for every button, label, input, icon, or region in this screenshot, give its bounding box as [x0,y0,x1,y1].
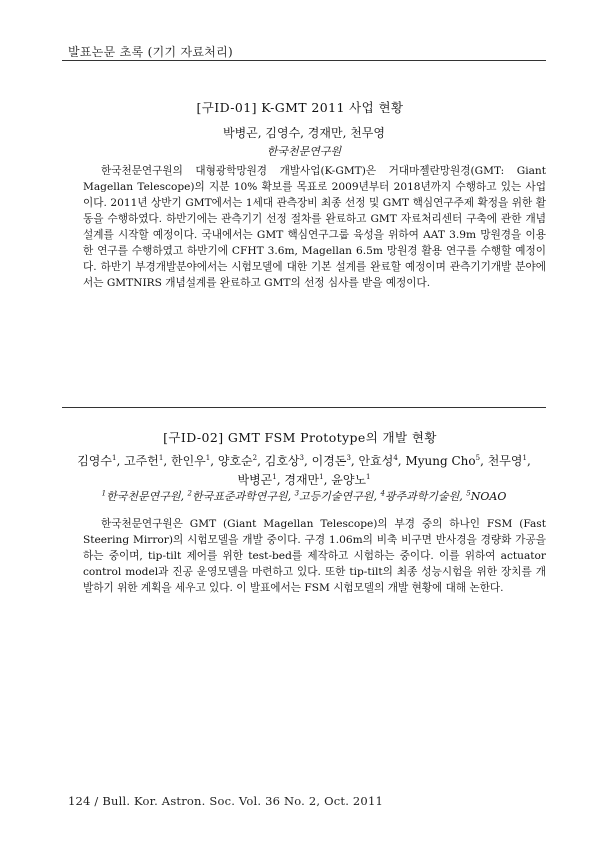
paper-1-affiliation: 한국천문연구원 [266,145,342,158]
section-divider [62,407,546,408]
paper-2-authors-line2: 박병곤$^1$, 경재만$^1$, 윤양노$^1$ [237,473,371,487]
author-affiliation-mark: 3 [299,454,305,462]
author-affiliation-mark: 1 [158,454,164,462]
author-name: 양호순 [217,454,253,468]
author-name: 김호상 [264,454,300,468]
author-name: 천무영 [487,454,523,468]
author-affiliation-mark: 1 [205,454,211,462]
paper-2-authors [62,452,546,490]
author-affiliation-mark: 1 [272,473,277,481]
paper-2-abstract-text: 한국천문연구원은 GMT (Giant Magellan Telescope)의 부경 중의 하나인 FSM (Fast Steering Mirror)의 시험모델을 개발 중이다. 구경 1.06m의 비축 비구면 반사경을 경량화 가공을 하는 중이며, tip-tilt 제어를 위한 test-bed를 제작하고 시험하는 중이다. 이를 위하여 actuator control model과 진공 운영모델을 마련하고 있다. 또한 tip-tilt의 최종 성능시험을 위한 장치를 개발하기 위한 계획을 세우고 있다. 이 발표에서는 FSM 시험모델의 개발 현황에 대해 논한다. [83,518,546,594]
author-name: 경재만 [284,473,320,487]
author-name: 김영수 [77,454,112,468]
affiliation-mark: 1 [101,489,107,498]
author-name: 윤양노 [331,473,367,487]
affiliation-name: 광주과학기술원 [384,490,460,503]
paper-2-affiliations: $^1$한국천문연구원, $^2$한국표준과학연구원, $^3$고등기술연구원, $^4$광주과학기술원, $^5$NOAO [101,489,507,503]
running-header: 발표논문 초록 (기기 자료처리) [68,45,234,59]
affiliation-name: NOAO [470,490,507,503]
author-affiliation-mark: 1 [366,473,371,481]
author-name: Myung Cho [405,454,476,468]
paper-1-authors: 박병곤, 김영수, 경재만, 천무영 [223,126,385,140]
author-affiliation-mark: 4 [393,454,398,462]
affiliation-mark: 5 [466,489,471,498]
author-affiliation-mark: 1 [319,473,324,481]
paper-1-title: [구ID-01] K-GMT 2011 사업 현황 [196,100,404,115]
affiliation-name: 고등기술연구원 [299,490,374,503]
paper-2-authors-line1: 김영수$^1$, 고주헌$^1$, 한인우$^1$, 양호순$^2$, 김호상$^3$, 이경돈$^3$, 안효성$^4$, Myung Cho$^5$, 천무영$^1$, [77,454,531,468]
author-affiliation-mark: 3 [346,454,351,462]
affiliation-name: 한국천문연구원 [106,490,181,503]
header-rule [62,60,546,61]
author-name: 고주헌 [124,454,159,468]
author-affiliation-mark: 1 [522,454,527,462]
author-name: 이경돈 [311,454,347,468]
paper-2-abstract [83,516,546,596]
author-affiliation-mark: 5 [475,454,481,462]
page-footer: 124 / Bull. Kor. Astron. Soc. Vol. 36 No. 2, Oct. 2011 [68,794,383,808]
author-name: 한인우 [170,454,206,468]
affiliation-name: 한국표준과학연구원 [191,490,288,503]
author-name: 박병곤 [237,473,273,487]
author-name: 안효성 [358,454,394,468]
author-affiliation-mark: 1 [111,454,117,462]
affiliation-mark: 4 [380,489,385,498]
affiliation-mark: 2 [187,489,192,498]
paper-2-title: [구ID-02] GMT FSM Prototype의 개발 현황 [163,430,437,445]
paper-1-abstract-text: 한국천문연구원의 대형광학망원경 개발사업(K-GMT)은 거대마젤란망원경(GMT: Giant Magellan Telescope)의 지분 10% 확보를 목표로 2009년부터 2018년까지 수행하고 있는 사업이다. 2011년 상반기 GMT에서는 1세대 관측장비 최종 선정 및 GMT 핵심연구주제 확정을 위한 활동을 수행하였다. 하반기에는 관측기기 선정 절차를 완료하고 GMT 자료처리센터 구축에 관한 개념설계를 시작할 예정이다. 국내에서는 GMT 핵심연구그룹 육성을 위하여 AAT 3.9m 망원경을 이용한 연구를 수행하였고 하반기에 CFHT 3.6m, Magellan 6.5m 망원경 활용 연구를 수행할 예정이다. 하반기 부경개발분야에서는 시험모델에 대한 기본 설계를 완료할 예정이며 관측기기개발 분야에서는 GMTNIRS 개념설계를 완료하고 GMT의 선정 심사를 받을 예정이다. [83,165,546,289]
affiliation-mark: 3 [294,489,300,498]
paper-1-abstract [83,163,546,291]
author-affiliation-mark: 2 [252,454,258,462]
